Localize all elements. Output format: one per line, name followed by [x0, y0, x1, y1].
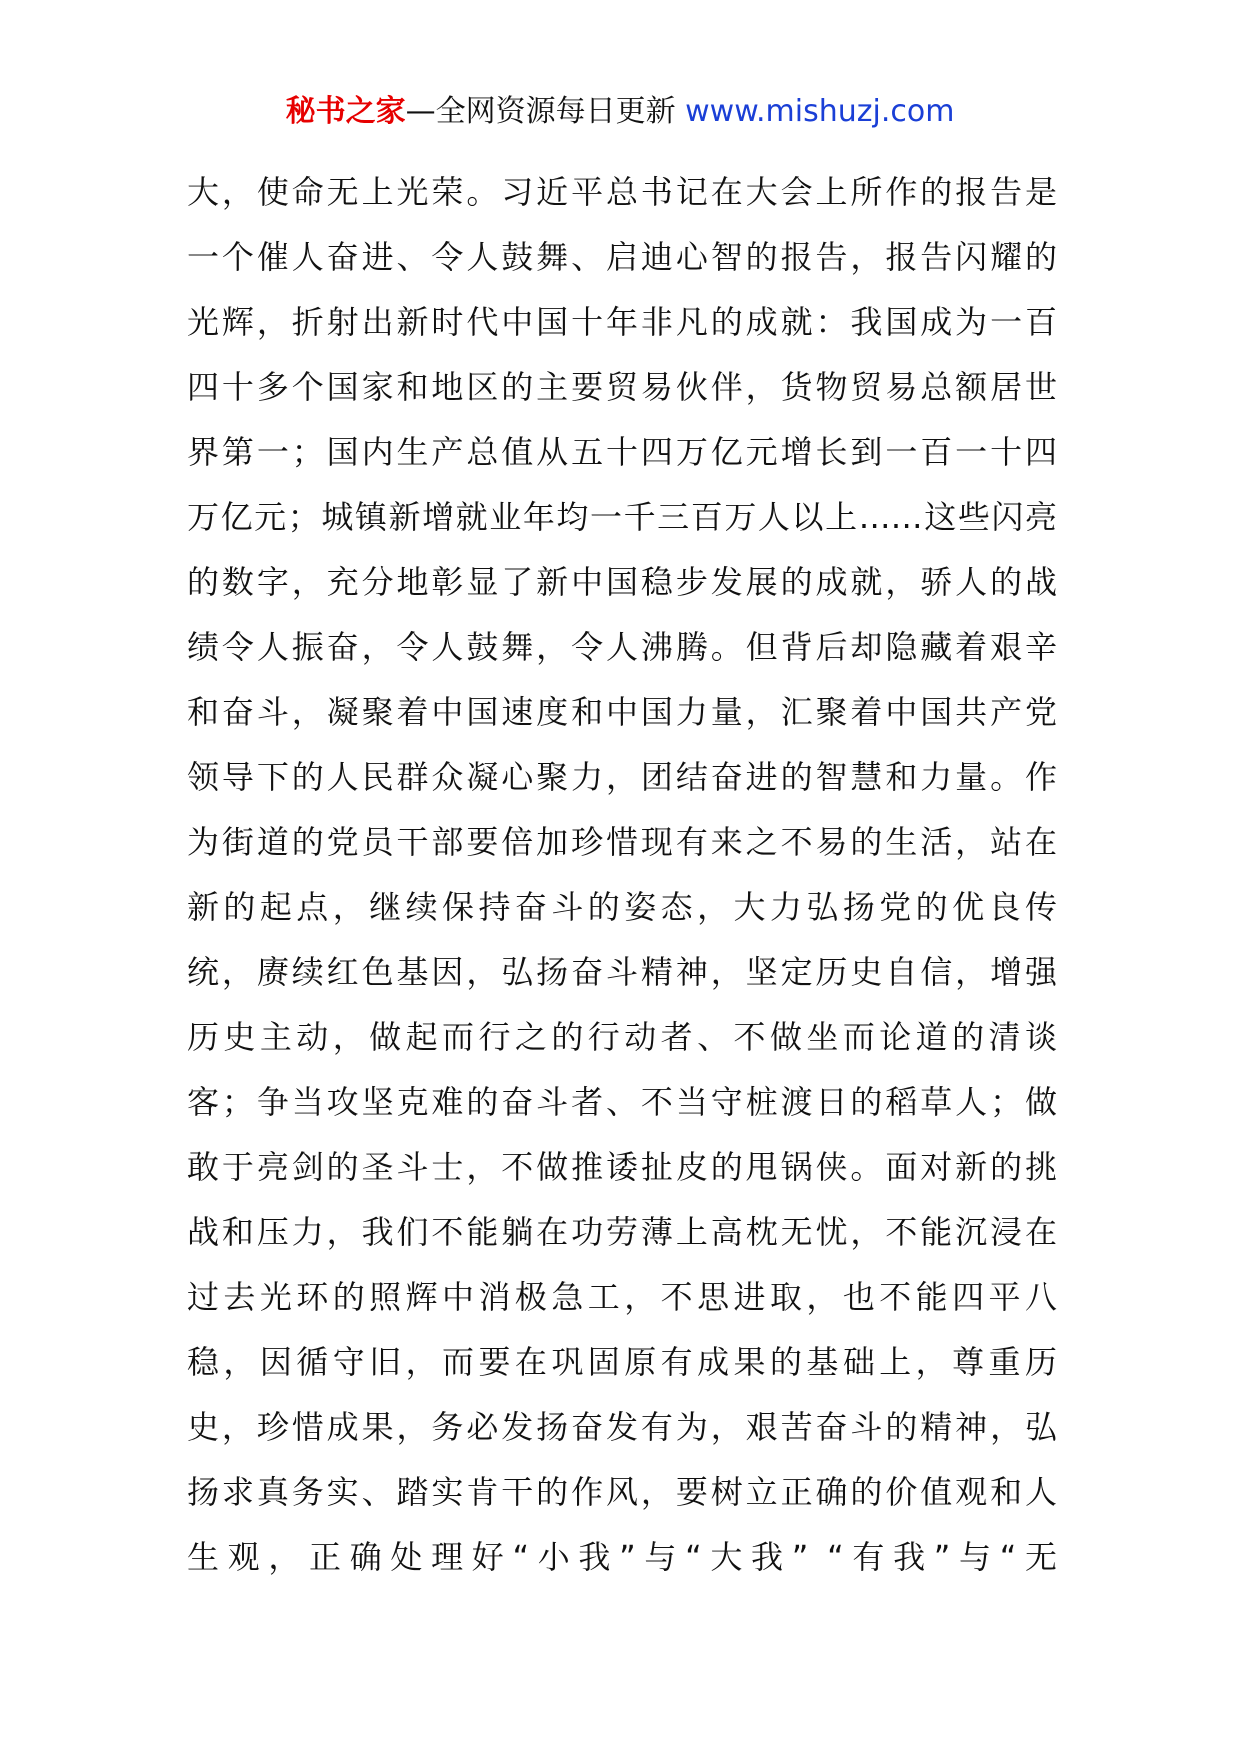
text-line: 历史主动，做起而行之的行动者、不做坐而论道的清谈 — [187, 1018, 1057, 1056]
document-body — [187, 160, 1057, 1590]
text-line: 绩令人振奋，令人鼓舞，令人沸腾。但背后却隐藏着艰辛 — [187, 628, 1057, 666]
text-line: 扬求真务实、踏实肯干的作风，要树立正确的价值观和人 — [187, 1473, 1057, 1511]
text-line: 史，珍惜成果，务必发扬奋发有为，艰苦奋斗的精神，弘 — [187, 1408, 1057, 1446]
text-line: 为街道的党员干部要倍加珍惜现有来之不易的生活，站在 — [187, 823, 1057, 861]
text-line: 领导下的人民群众凝心聚力，团结奋进的智慧和力量。作 — [187, 758, 1057, 796]
text-line: 战和压力，我们不能躺在功劳薄上高枕无忧，不能沉浸在 — [187, 1213, 1057, 1251]
text-line: 光辉，折射出新时代中国十年非凡的成就：我国成为一百 — [187, 303, 1057, 341]
text-line: 过去光环的照辉中消极急工，不思进取，也不能四平八 — [187, 1278, 1057, 1316]
page-header — [0, 92, 1240, 132]
text-line: 界第一；国内生产总值从五十四万亿元增长到一百一十四 — [187, 433, 1057, 471]
text-line: 客；争当攻坚克难的奋斗者、不当守桩渡日的稻草人；做 — [187, 1083, 1057, 1121]
text-line: 生观，正确处理好“小我”与“大我” “有我”与“无 — [187, 1538, 1057, 1576]
text-line: 大，使命无上光荣。习近平总书记在大会上所作的报告是 — [187, 173, 1057, 211]
text-line: 敢于亮剑的圣斗士，不做推诿扯皮的甩锅侠。面对新的挑 — [187, 1148, 1057, 1186]
site-url-link[interactable]: www.mishuzj.com — [685, 94, 955, 129]
text-line: 统，赓续红色基因，弘扬奋斗精神，坚定历史自信，增强 — [187, 953, 1057, 991]
text-line: 万亿元；城镇新增就业年均一千三百万人以上……这些闪亮 — [187, 498, 1057, 536]
text-line: 一个催人奋进、令人鼓舞、启迪心智的报告，报告闪耀的 — [187, 238, 1057, 276]
site-brand: 秘书之家 — [285, 94, 406, 129]
text-line: 的数字，充分地彰显了新中国稳步发展的成就，骄人的战 — [187, 563, 1057, 601]
text-line: 稳，因循守旧，而要在巩固原有成果的基础上，尊重历 — [187, 1343, 1057, 1381]
site-tagline: —全网资源每日更新 — [405, 94, 686, 129]
text-line: 和奋斗，凝聚着中国速度和中国力量，汇聚着中国共产党 — [187, 693, 1057, 731]
text-line: 四十多个国家和地区的主要贸易伙伴，货物贸易总额居世 — [187, 368, 1057, 406]
text-line: 新的起点，继续保持奋斗的姿态，大力弘扬党的优良传 — [187, 888, 1057, 926]
